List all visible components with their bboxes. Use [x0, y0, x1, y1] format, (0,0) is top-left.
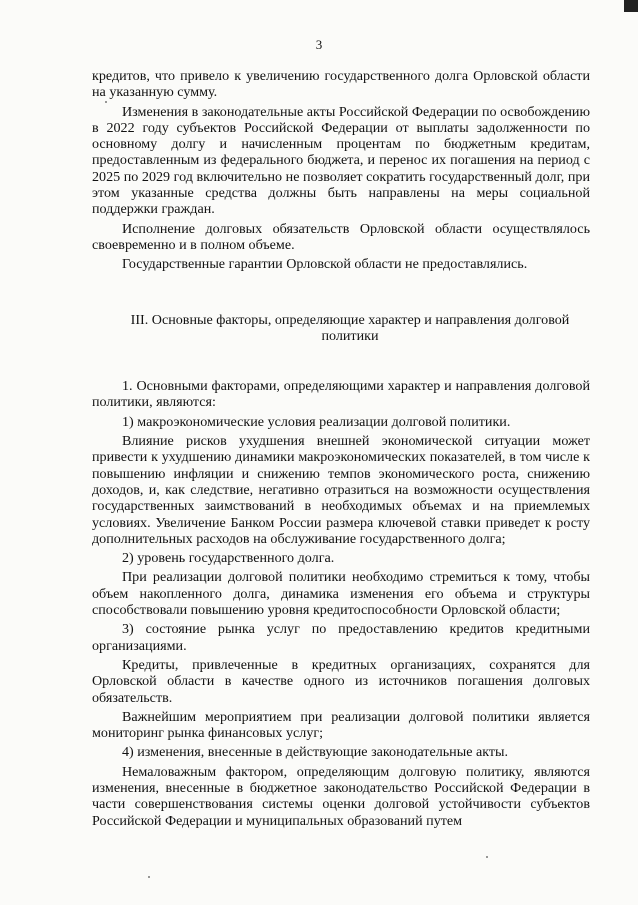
paragraph: Влияние рисков ухудшения внешней экономической ситуации может привести к ухудшению динамики макроэкономических показателей, в том числе к повышению инфляции и снижению темпов экономического роста, снижению доходов, и, как следствие, негативно отразиться на возможности осуществления государственных заимствований в необходимых объемах и на приемлемых условиях. Увеличение Банком России размера ключевой ставки приведет к росту дополнительных расходов на обслуживание государственного долга;	[92, 433, 590, 547]
scan-corner-mark	[624, 0, 638, 12]
paragraph: Важнейшим мероприятием при реализации долговой политики является мониторинг рынка финансовых услуг;	[92, 708, 590, 742]
paragraph: кредитов, что привело к увеличению государственного долга Орловской области на указанную сумму.	[92, 68, 590, 101]
paragraph: 1) макроэкономические условия реализации долговой политики.	[122, 413, 511, 430]
scan-speck	[105, 101, 107, 103]
paragraph: 3) состояние рынка услуг по предоставлению кредитов кредитными организациями.	[92, 621, 590, 654]
scan-speck	[148, 876, 150, 878]
page-number: 3	[315, 37, 323, 52]
paragraph: Изменения в законодательные акты Российской Федерации по освобождению в 2022 году субъектов Российской Федерации от выплаты задолженности по основному долгу и начисленным процентам по бюджетным кредитам, предоставленным из федерального бюджета, и перенос их погашения на период с 2025 по 2029 год включительно не позволяет сократить государственный долг, при этом указанные средства должны быть направлены на меры социальной поддержки граждан.	[92, 103, 590, 218]
document-body	[92, 68, 590, 832]
scan-speck	[486, 856, 488, 858]
section-heading: III. Основные факторы, определяющие характер и направления долговой политики	[130, 311, 570, 344]
paragraph: 1. Основными факторами, определяющими характер и направления долговой политики, являются:	[92, 378, 590, 411]
paragraph: 2) уровень государственного долга.	[122, 550, 335, 567]
paragraph: Государственные гарантии Орловской области не предоставлялись.	[122, 256, 528, 273]
paragraph: 4) изменения, внесенные в действующие законодательные акты.	[122, 744, 509, 761]
paragraph: Немаловажным фактором, определяющим долговую политику, являются изменения, внесенные в бюджетное законодательство Российской Федерации в части совершенствования системы оценки долговой устойчивости субъектов Российской Федерации и муниципальных образований путем	[92, 763, 590, 829]
paragraph: Исполнение долговых обязательств Орловской области осуществлялось своевременно и в полном объеме.	[92, 220, 590, 253]
paragraph: При реализации долговой политики необходимо стремиться к тому, чтобы объем накопленного долга, динамика изменения его объема и структуры способствовали повышению уровня кредитоспособности Орловской области;	[92, 569, 590, 619]
paragraph: Кредиты, привлеченные в кредитных организациях, сохранятся для Орловской области в качестве одного из источников погашения долговых обязательств.	[92, 656, 590, 706]
